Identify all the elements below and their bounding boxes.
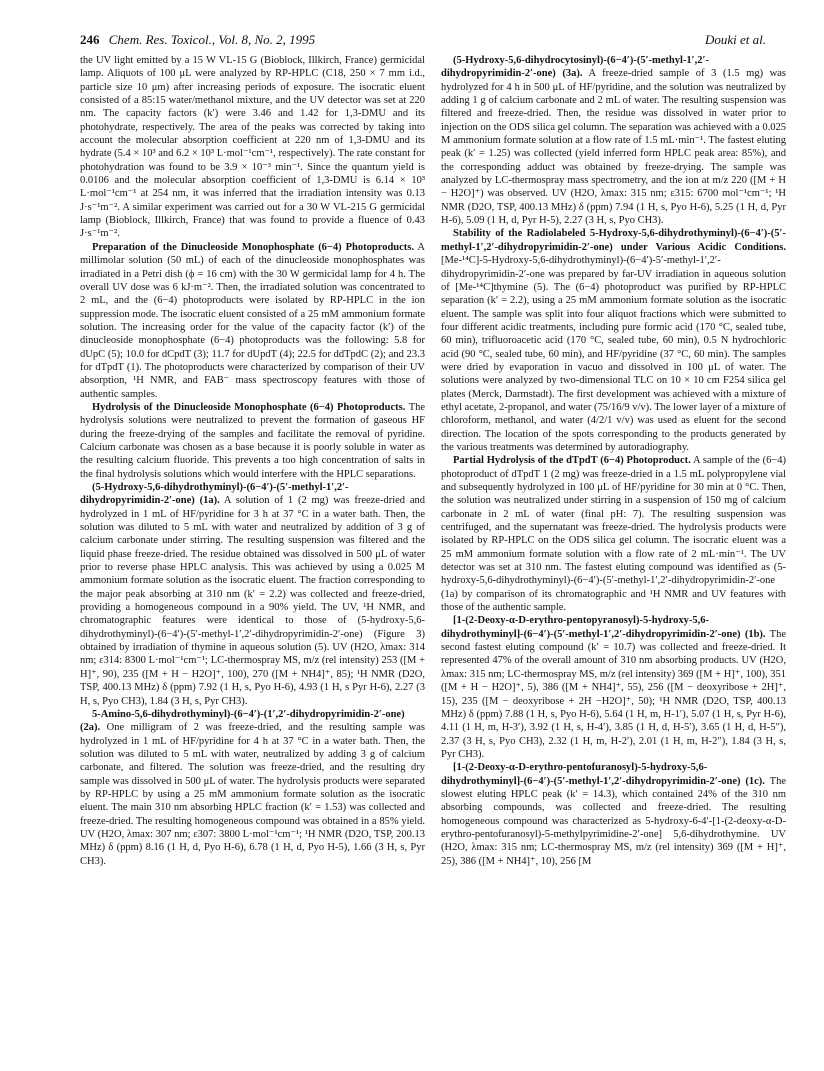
compound-heading: 5-Amino-5,6-dihydrothyminyl)-(6−4′)-(1′,2′-dihydropyrimidin-2′-one) (2a). (80, 708, 405, 734)
paragraph-text: The second fastest eluting compound (k′ = 10.7) was collected and freeze-dried. It represented 47% of the overall amount of 310 nm absorbing products. UV (H2O, λmax: 315 nm; LC-thermospray MS, m/z (rel intensity) 369 ([M + H]⁺, 100), 351 ([M + H − H2O]⁺, 5), 386 ([M + NH4]⁺, 55), 256 ([M − deoxyribose + 2H]⁺, 15), 235 ([M − deoxyribose + 2H −H2O]⁺, 50); ¹H NMR (D2O, TSP, 400.13 MHz) δ (ppm) 7.88 (1 H, s, Pyo H-6), 5.64 (1 H, m, H-1′), 5.07 (1 H, s, Pyr H-6), 4.11 (1 H, m, H-3′), 3.92 (1 H, s, H-4′), 3.85 (1 H, d, H-5′), 3.65 (1 H, d, H-5″), 2.37 (3 H, s, Pyo CH3), 2.32 (1 H, m, H-2′), 2.01 (1 H, m, H-2″), 1.84 (3 H, s, Pyr CH3). (441, 628, 786, 760)
paragraph-text: A millimolar solution (50 mL) of each of the dinucleoside monophosphates was irradiated in a Petri dish (ϕ = 16 cm) with the 30 W germicidal lamp for 4 h. The overall UV dose was 6 kJ·m⁻². Then, the irradiated solution was concentrated to 2 mL, and the (6−4) photoproducts were isolated by RP-HPLC in the ion suppression mode. The isocratic eluent consisted of a 25 mM ammonium formate solution. The increasing order for the value of the capacity factor (k′) of the dinucleoside monophosphate (6−4) photoproducts was the following: 5.8 for dUpC (5); 10.0 for dCpdT (3); 11.7 for dUpdT (4); 22.5 for ddTpdC (2); and 23.3 for dTpdT (1). The photoproducts were characterized by comparison of their UV absorption, ¹H NMR, and FAB⁻ mass spectroscopy features with those of authentic samples. (80, 241, 425, 400)
paragraph (80, 241, 425, 401)
paragraph (80, 481, 425, 708)
paragraph-text: [Me-¹⁴C]-5-Hydroxy-5,6-dihydrothyminyl)-(6−4′)-5′-methyl-1′,2′-dihydropyrimidin-2′-one was prepared by far-UV irradiation in aqueous solution of [Me-¹⁴C]thymine (5). The (6−4) photoproduct was purified by RP-HPLC separation (k′ = 2.2), using a 25 mM ammonium formate solution as the isocratic eluent. The sample was split into four aliquot fractions which were submitted to four different acidic treatments, including pure formic acid (170 °C, sealed tube, 60 min), trifluoroacetic acid (170 °C, sealed tube, 60 min), 0.5 N hydrochloric acid (90 °C, sealed tube, 60 min), and HF/pyridine (37 °C, 60 min). The samples were dried by evaporation in vacuo and dissolved in 100 μL of water. The solutions were analyzed by two-dimensional TLC on 10 × 10 cm F254 silica gel plates (Merck, Darmstadt). The first development was achieved with a mixture of ethyl acetate, 2-propanol, and water (75/16/9 v/v). The lower layer of a mixture of chloroform, methanol, and water (4/2/1 v/v) was used as eluent for the second direction. The location of the spots corresponding to the products generated by the various treatments was determined by autoradiography. (441, 255, 786, 453)
paragraph-text: the UV light emitted by a 15 W VL-15 G (Bioblock, Illkirch, France) germicidal lamp. Aliquots of 100 μL were analyzed by RP-HPLC (C18, 250 × 7 mm i.d., particle size 10 μm) after increasing periods of exposure. The isocratic eluent consisted of a 85:15 water/methanol mixture, and the UV detector was set at 220 nm. The capacity factors (k′) were 3.46 and 1.42 for 1,3-DMU and its photohydrate, respectively. The area of the peaks was corrected by taking into account the molecular absorption coefficient at 220 nm of 1,3-DMU and its hydrate (5.4 × 10³ and 6.2 × 10³ L·mol⁻¹cm⁻¹, respectively). The rate constant for photohydration was found to be 3.9 × 10⁻³ min⁻¹. Since the quantum yield is 0.0106 and the molecular absorption coefficient of 1,3-DMU is 6.14 × 10³ L·mol⁻¹cm⁻¹ at 254 nm, it was inferred that the irradiation intensity was 0.13 J·s⁻¹m⁻². A similar experiment was carried out for a 30 W VL-215 G germicidal lamp (Bioblock, Illkirch, France) that was found to provide a fluence of 0.43 J·s⁻¹m⁻². (80, 55, 425, 240)
page-number: 246 (80, 32, 100, 47)
paragraph-text: The slowest eluting HPLC peak (k′ = 14.3), which contained 24% of the 310 nm absorbing compounds, was collected and freeze-dried. The resulting homogeneous compound was characterized as 5-hydroxy-6-4′-[1-(2-deoxy-α-D-erythro-pentofuranosyl)-5-methylpyrimidine-2′-one] 5,6-dihydrothymine. UV (H2O, λmax: 315 nm; LC-thermospray MS, m/z (rel intensity) 369 ([M + H]⁺, 25), 386 ([M + NH4]⁺, 10), 256 [M (441, 775, 786, 867)
section-heading: Stability of the Radiolabeled 5-Hydroxy-5,6-dihydrothyminyl)-(6−4′)-(5′-methyl-1′,2′-dihydropyrimidin-2′-one) under Various Acidic Conditions. (441, 228, 786, 253)
compound-heading: [1-(2-Deoxy-α-D-erythro-pentopyranosyl)-5-hydroxy-5,6-dihydrothyminyl]-(6−4′)-(5′-methyl-1′,2′-dihydropyrimidin-2′-one) (1b). (441, 615, 766, 640)
compound-heading: (5-Hydroxy-5,6-dihydrothyminyl)-(6−4′)-(5′-methyl-1′,2′-dihydropyrimidin-2′-one) (1a). (80, 482, 349, 507)
paragraph (441, 227, 786, 454)
paragraph (80, 54, 425, 241)
paragraph-text: A freeze-dried sample of 3 (1.5 mg) was hydrolyzed for 4 h in 500 μL of HF/pyridine, and the solution was neutralized by adding 1 g of calcium carbonate and 2 mL of water. The resulting suspension was filtered and freeze-dried. Then, the residue was dissolved in water prior to injection on the ODS silica gel column. The separation was achieved with a 0.025 M ammonium formate solution at a flow rate of 1.5 mL·min⁻¹. The fastest eluting peak (k′ = 1.25) was collected (yield inferred form HPLC peak area: 85%), and the corresponding adduct was obtained by freeze-drying. The sample was analyzed by LC-thermospray mass spectrometry, and the ion at m/z 220 ([M + H − H2O]⁺) was observed. UV (H2O, λmax: 315 nm; ε315: 6700 mol⁻¹cm⁻¹; ¹H NMR (D2O, TSP, 400.13 MHz) δ (ppm) 7.94 (1 H, s, Pyo H-6), 5.25 (1 H, d, Pyr H-6), 5.09 (1 H, d, Pyr H-5), 2.27 (3 H, s, Pyo CH3). (441, 68, 786, 227)
paragraph-text: One milligram of 2 was freeze-dried, and the resulting sample was hydrolyzed in 1 mL of HF/pyridine for 4 h at 37 °C in a water bath. Then, the solution was diluted to 5 mL with water, neutralized by adding 3 g of calcium carbonate, and filtered. The solution was freeze-dried, and the resulting dry sample was dissolved in 500 μL of water. The hydrolysis products were separated by RP-HPLC by using a 25 mM ammonium formate solution as the isocratic eluent. The main 310 nm absorbing HPLC fraction (k′ = 1.53) was collected and freeze-dried. The resulting homogeneous compound was obtained in a 85% yield. UV (H2O, λmax: 307 nm; ε307: 3800 L·mol⁻¹cm⁻¹; ¹H NMR (D2O, TSP, 200.13 MHz) δ (ppm) 8.16 (1 H, d, Pyo H-6), 6.78 (1 H, d, Pyo H-5), 1.66 (3 H, s, Pyr CH3). (80, 722, 425, 867)
section-heading: Preparation of the Dinucleoside Monophosphate (6−4) Photoproducts. (92, 241, 415, 253)
paragraph (80, 401, 425, 481)
paragraph-text: The hydrolysis solutions were neutralized to prevent the formation of gaseous HF during the freeze-drying of the samples and facilitate the removal of pyridine. Calcium carbonate was chosen as a base because it is poorly soluble in water as the resulting calcium fluoride. This prevents a too high concentration of salts in the final hydrolysis solutions which would interfere with the HPLC separations. (80, 401, 425, 480)
author-running-head: Douki et al. (704, 32, 766, 47)
running-head-left (80, 32, 315, 48)
paragraph-text: A sample of the (6−4) photoproduct of dTpdT 1 (2 mg) was freeze-dried in a 1.5 mL polypropylene vial and subsequently hydrolyzed in 100 μL of HF/pyridine for 30 min at 0 °C. Then, the solution was neutralized under stirring in a suspension of 150 mg of calcium carbonate in 2 mL of water (final pH: 7). The resulting suspension was centrifuged, and the supernatant was freeze-dried. The hydrolysis products were isolated by RP-HPLC on the ODS silica gel column. The isocratic eluent was a 25 mM ammonium formate solution with a flow rate of 2 mL·min⁻¹. The UV detector was set at 310 nm. The fastest eluting compound was identified as (5-hydroxy-5,6-dihydrothyminyl)-(6−4′)-(5′-methyl-1′,2′-dihydropyrimidin-2′-one (1a) by comparison of its chromatographic and ¹H NMR and UV features with those of the authentic sample. (441, 455, 786, 614)
paragraph (441, 454, 786, 614)
compound-heading: (5-Hydroxy-5,6-dihydrocytosinyl)-(6−4′)-(5′-methyl-1′,2′-dihydropyrimidin-2′-one) (3a). (441, 55, 709, 80)
section-heading: Hydrolysis of the Dinucleoside Monophosphate (6−4) Photoproducts. (92, 401, 406, 413)
section-heading: Partial Hydrolysis of the dTpdT (6−4) Photoproduct. (453, 455, 691, 467)
paragraph (80, 708, 425, 868)
journal-citation: Chem. Res. Toxicol., Vol. 8, No. 2, 1995 (108, 32, 316, 47)
right-column (441, 54, 786, 1064)
paragraph-text: A solution of 1 (2 mg) was freeze-dried and hydrolyzed in 1 mL of HF/pyridine for 3 h at 37 °C in a water bath. Then, the solution was diluted to 5 mL with water and neutralized by addition of 3 g of calcium carbonate under stirring. The resulting suspension was filtered and the liquid phase freeze-dried. The residue obtained was dissolved in 500 μL of water prior to reverse phase HPLC analysis. This was achieved by using a 0.025 M ammonium formate solution as the isocratic eluent. The fraction corresponding to the major peak absorbing at 310 nm (k′ = 2.2) was collected and freeze-dried, providing a homogeneous compound in a 90% yield. The UV, ¹H NMR, and chromatographic features were identical to those of (5-hydroxy-5,6-dihydrothyminyl)-(6−4′)-(5′-methyl-1′,2′-dihydropyrimidin-2′-one) (Figure 3) obtained by irradiation of thymine in aqueous solution (5). UV (H2O, λmax: 314 nm; ε314: 8300 L·mol⁻¹cm⁻¹; LC-thermospray MS, m/z (rel intensity) 253 ([M + H]⁺, 90), 235 ([M + H − H2O]⁺, 100), 270 ([M + NH4]⁺, 85); ¹H NMR (D2O, TSP, 400.13 MHz) δ (ppm) 7.92 (1 H, s, Pyo H-6), 4.93 (1 H, s Pyr H-6), 2.27 (3 H, s, Pyo CH3), 1.84 (3 H, s, Pyr CH3). (80, 495, 425, 707)
paragraph (441, 614, 786, 761)
running-head (80, 32, 766, 48)
compound-heading: [1-(2-Deoxy-α-D-erythro-pentofuranosyl)-5-hydroxy-5,6-dihydrothyminyl]-(6−4′)-(5′-methyl-1′,2′-dihydropyrimidin-2′-one) (1c). (441, 762, 765, 787)
paragraph (441, 54, 786, 227)
paragraph (441, 761, 786, 868)
left-column (80, 54, 425, 1064)
